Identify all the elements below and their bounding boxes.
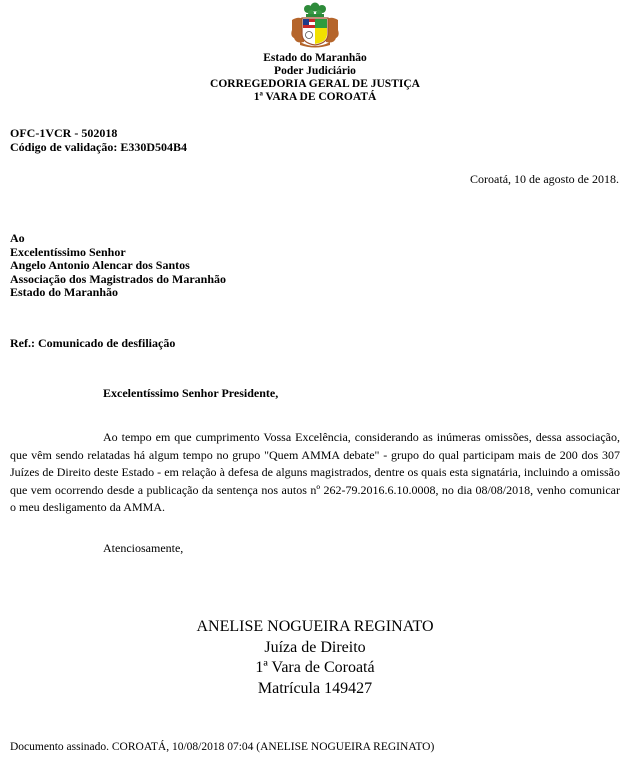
signature-footer: Documento assinado. COROATÁ, 10/08/2018 07:04 (ANELISE NOGUEIRA REGINATO) xyxy=(10,741,435,753)
recipient-line: Angelo Antonio Alencar dos Santos xyxy=(10,258,190,272)
header-line-judiciary: Poder Judiciário xyxy=(274,65,356,77)
recipient-line: Estado do Maranhão xyxy=(10,285,119,299)
salutation: Excelentíssimo Senhor Presidente, xyxy=(103,386,279,400)
subject-line: Ref.: Comunicado de desfiliação xyxy=(10,336,176,350)
office-number: OFC-1VCR - 502018 xyxy=(10,126,118,140)
signer-court: 1ª Vara de Coroatá xyxy=(255,659,375,676)
signer-title: Juíza de Direito xyxy=(264,638,366,656)
recipient-line: Excelentíssimo Senhor xyxy=(10,244,126,259)
date-line: Coroatá, 10 de agosto de 2018. xyxy=(470,172,619,186)
body-paragraph: Ao tempo em que cumprimento Vossa Excelência, considerando as inúmeras omissões, dessa associação, que vêm sendo relatadas há algum tempo no grupo "Quem AMMA debate" - grupo do qual participam mais de 200 dos 307 Juízes de Direito deste Estado - em relação à defesa de alguns magistrados, dentre os quais esta signatária, incluindo a omissão que vem ocorrendo desde a publicação da sentença nos autos nº 262-79.2016.6.10.0008, no dia 08/08/2018, venho comunicar o meu desligamento da AMMA. xyxy=(10,430,620,515)
signature-block xyxy=(0,617,630,699)
recipient-block xyxy=(10,232,226,300)
validation-code: Código de validação: E330D504B4 xyxy=(10,140,188,154)
closing: Atenciosamente, xyxy=(103,541,184,555)
document-header xyxy=(0,52,630,104)
signer-name: ANELISE NOGUEIRA REGINATO xyxy=(196,618,434,635)
recipient-line: Associação dos Magistrados do Maranhão xyxy=(10,271,227,286)
header-line-state: Estado do Maranhão xyxy=(263,52,367,64)
header-line-court: 1ª VARA DE COROATÁ xyxy=(253,91,377,103)
maranhao-coat-of-arms-icon xyxy=(286,2,344,48)
recipient-line: Ao xyxy=(10,231,25,245)
signer-registration: Matrícula 149427 xyxy=(257,679,373,697)
header-line-corregedoria: CORREGEDORIA GERAL DE JUSTIÇA xyxy=(210,78,420,90)
